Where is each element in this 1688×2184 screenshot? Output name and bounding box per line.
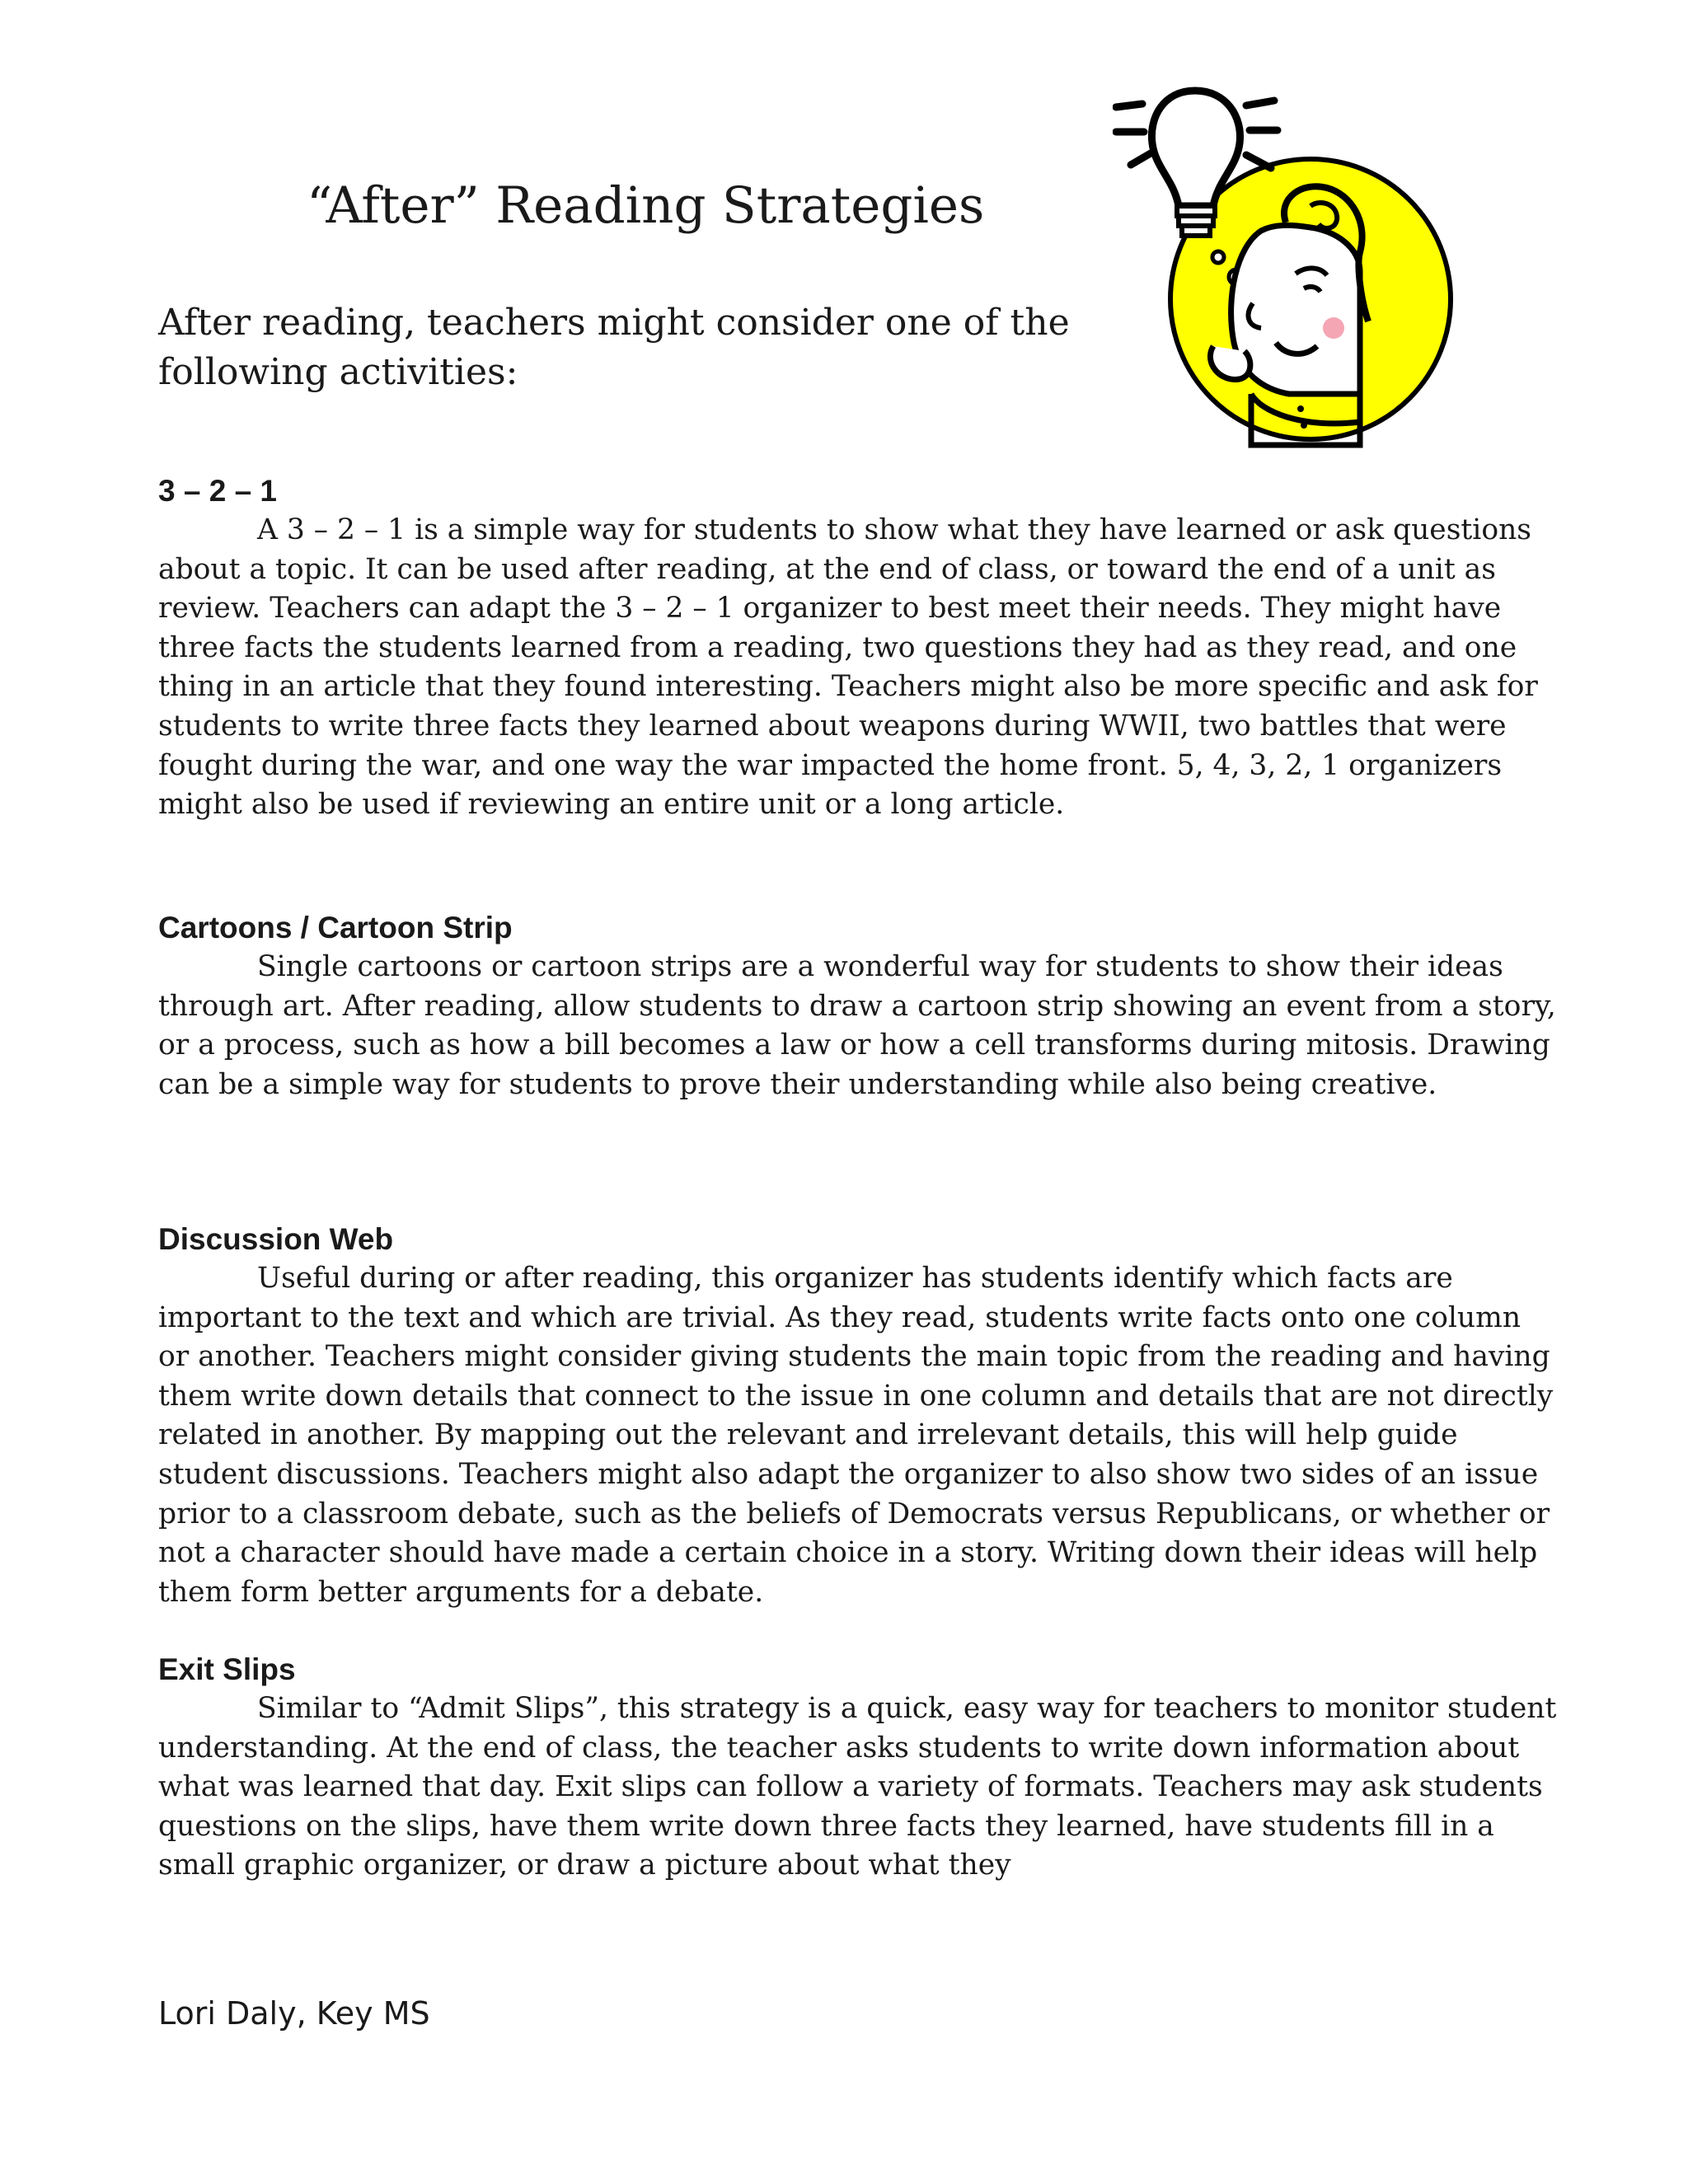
section-body: A 3 – 2 – 1 is a simple way for students to show what they have learned or ask questions about a topic. It can be used after reading, at the end of class, or toward the end of a unit as review. Teachers can adapt the 3 – 2 – 1 organizer to best meet their needs. They might have three facts the students learned from a reading, two questions they had as they read, and one thing in an article that they found interesting. Teachers might also be more specific and ask for students to write three facts they learned about weapons during WWII, two battles that were fought during the war, and one way the war impacted the home front. 5, 4, 3, 2, 1 organizers might also be used if reviewing an entire unit or a long article. <box>158 513 1538 822</box>
intro-text: After reading, teachers might consider one of the following activities: <box>158 302 1070 393</box>
section-body: Single cartoons or cartoon strips are a wonderful way for students to show their ideas through art. After reading, allow students to draw a cartoon strip showing an event from a story, or a process, such as how a bill becomes a law or how a cell transforms during mitosis. Drawing can be a simple way for students to prove their understanding while also being creative. <box>158 950 1556 1101</box>
page-title: “After” Reading Strategies <box>307 176 985 235</box>
section-body: Useful during or after reading, this organizer has students identify which facts are important to the text and which are trivial. As they read, students write facts onto one column or another. Teachers might consider giving students the main topic from the reading and having them write down details that connect to the issue in one column and details that are not directly related in another. By mapping out the relevant and irrelevant details, this will help guide student discussions. Teachers might also adapt the organizer to also show two sides of an issue prior to a classroom debate, such as the beliefs of Democrats versus Republicans, or whether or not a character should have made a certain choice in a story. Writing down their ideas will help them form better arguments for a debate. <box>158 1262 1554 1609</box>
section-exit-slips <box>158 1652 1559 1886</box>
section-cartoons <box>158 910 1559 1104</box>
section-heading: Exit Slips <box>158 1652 296 1686</box>
section-body: Similar to “Admit Slips”, this strategy is a quick, easy way for teachers to monitor student understanding. At the end of class, the teacher asks students to write down information about what was learned that day. Exit slips can follow a variety of formats. Teachers may ask students questions on the slips, have them write down three facts they learned, have students fill in a small graphic organizer, or draw a picture about what they <box>158 1692 1557 1882</box>
section-3-2-1 <box>158 473 1559 825</box>
section-discussion-web <box>158 1221 1559 1612</box>
footer-author: Lori Daly, Key MS <box>158 1995 430 2032</box>
section-heading: Cartoons / Cartoon Strip <box>158 911 513 944</box>
section-heading: Discussion Web <box>158 1222 394 1256</box>
section-heading: 3 – 2 – 1 <box>158 474 278 508</box>
thinking-person-lightbulb-icon <box>1113 82 1467 453</box>
